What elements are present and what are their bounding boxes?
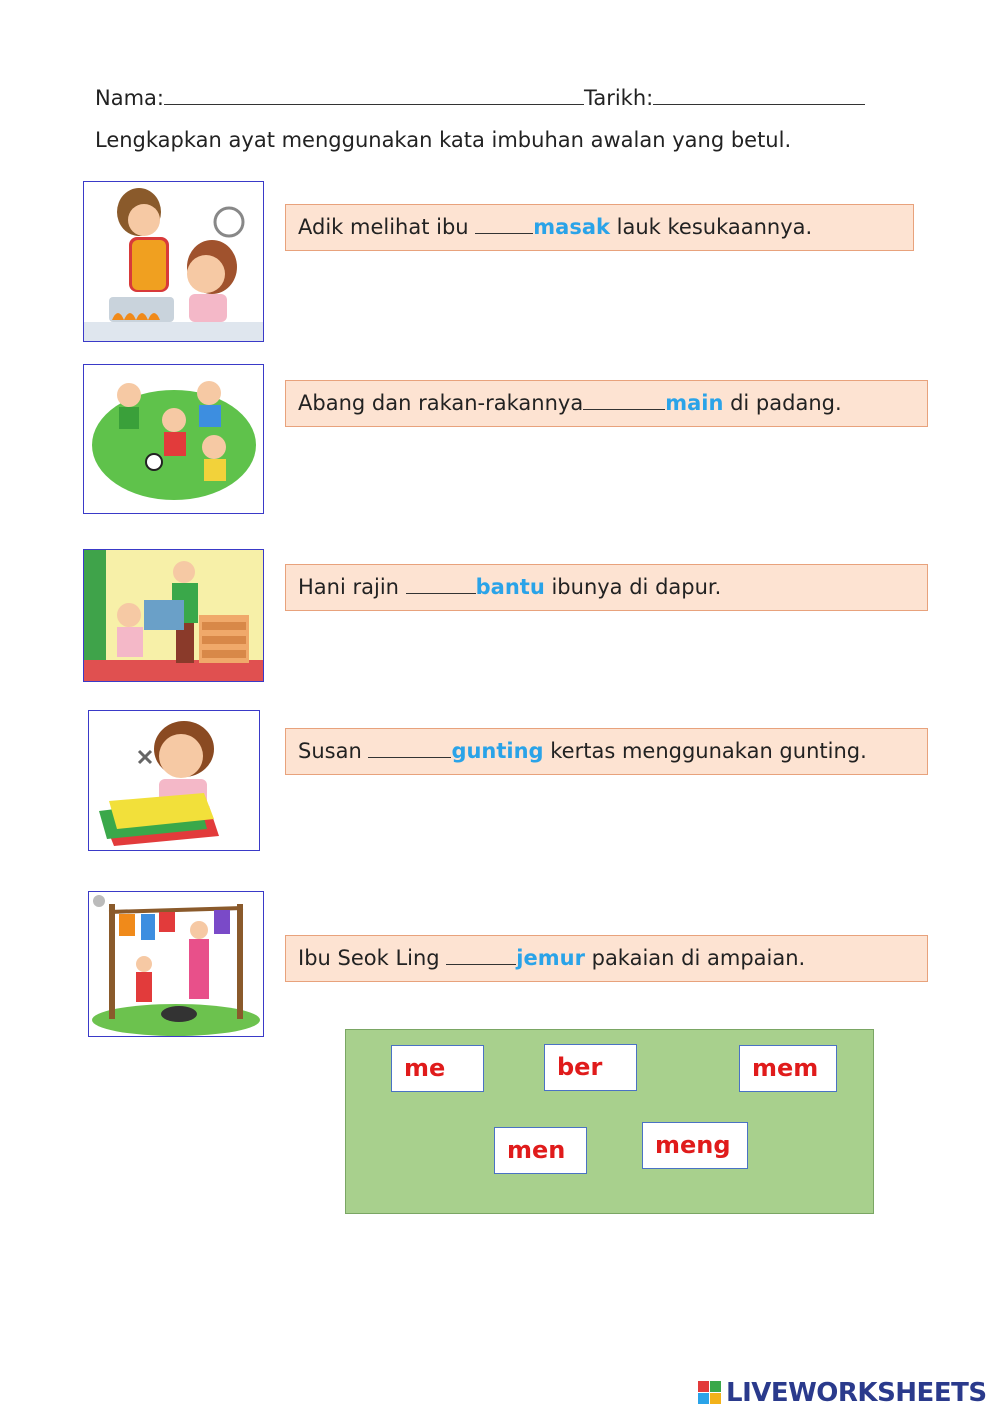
question-5-image [88,891,264,1037]
word-bank [345,1029,874,1214]
question-1-image [83,181,264,342]
word-chip-ber[interactable]: ber [544,1044,637,1091]
question-4-image [88,710,260,851]
question-3-sentence: Hani rajin bantu ibunya di dapur. [285,564,928,611]
date-label: Tarikh: [583,86,654,110]
question-3-root-word: bantu [475,575,545,599]
word-chip-meng[interactable]: meng [642,1122,748,1169]
word-chip-me[interactable]: me [391,1045,484,1092]
question-1-sentence: Adik melihat ibu masak lauk kesukaannya. [285,204,914,251]
question-4-answer-blank[interactable] [368,739,451,758]
question-4-root-word: gunting [451,739,544,763]
word-chip-mem[interactable]: mem [739,1045,837,1092]
name-label: Nama: [95,86,164,110]
brand-text: LIVEWORKSHEETS [726,1378,987,1408]
question-3-answer-blank[interactable] [406,575,476,594]
word-chip-men[interactable]: men [494,1127,587,1174]
question-2-answer-blank[interactable] [583,391,665,410]
question-4-sentence: Susan gunting kertas menggunakan gunting. [285,728,928,775]
question-2-sentence: Abang dan rakan-rakannya main di padang. [285,380,928,427]
name-input-line[interactable] [164,84,584,105]
instruction-text: Lengkapkan ayat menggunakan kata imbuhan awalan yang betul. [95,128,792,152]
question-5-root-word: jemur [516,946,585,970]
question-3-image [83,549,264,682]
question-2-root-word: main [665,391,724,415]
question-2-image [83,364,264,514]
date-input-line[interactable] [653,84,865,105]
header-fields [95,84,895,114]
liveworksheets-logo-icon [698,1381,722,1405]
question-1-root-word: masak [533,215,610,239]
question-5-sentence: Ibu Seok Ling jemur pakaian di ampaian. [285,935,928,982]
question-1-answer-blank[interactable] [475,215,533,234]
liveworksheets-brand [698,1375,987,1411]
question-5-answer-blank[interactable] [446,946,516,965]
